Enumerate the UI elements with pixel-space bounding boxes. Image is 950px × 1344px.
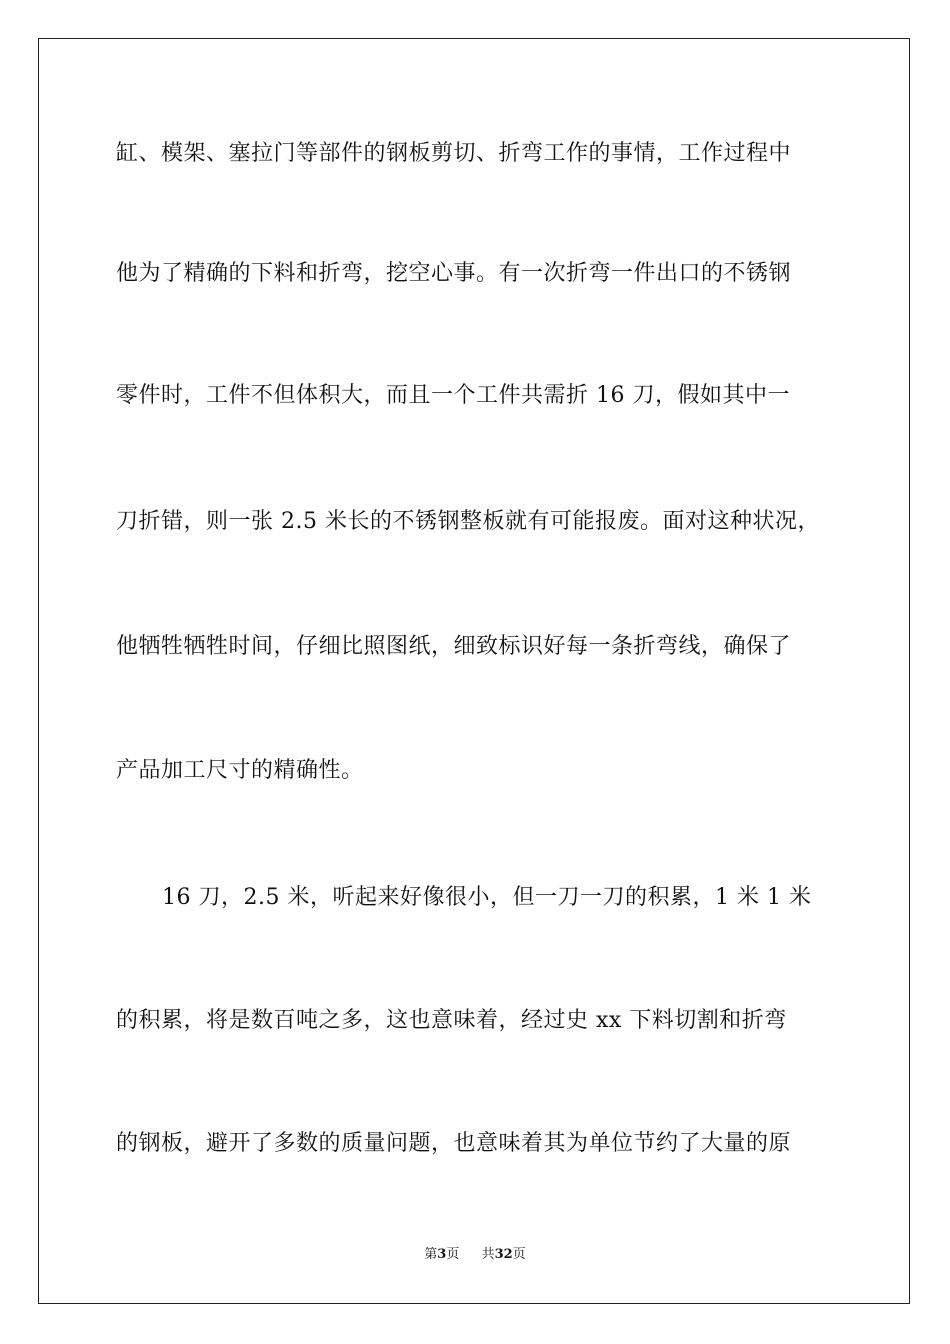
text-line-4: 刀折错，则一张 2.5 米长的不锈钢整板就有可能报废。面对这种状况， xyxy=(116,509,820,534)
total-suffix: 页 xyxy=(512,1247,526,1262)
page-border xyxy=(38,38,910,1304)
text-line-9: 的钢板，避开了多数的质量问题，也意味着其为单位节约了大量的原 xyxy=(116,1131,792,1156)
text-line-8: 的积累，将是数百吨之多，这也意味着，经过史 xx 下料切割和折弯 xyxy=(116,1008,787,1033)
total-pages: 32 xyxy=(494,1247,513,1262)
text-line-6: 产品加工尺寸的精确性。 xyxy=(116,758,364,783)
text-line-7: 16 刀，2.5 米，听起来好像很小，但一刀一刀的积累，1 米 1 米 xyxy=(162,885,812,910)
text-line-3: 零件时，工件不但体积大，而且一个工件共需折 16 刀，假如其中一 xyxy=(116,383,790,408)
text-line-1: 缸、模架、塞拉门等部件的钢板剪切、折弯工作的事情，工作过程中 xyxy=(116,141,792,166)
text-line-5: 他牺牲牺牲时间，仔细比照图纸，细致标识好每一条折弯线，确保了 xyxy=(116,634,792,659)
text-line-2: 他为了精确的下料和折弯，挖空心事。有一次折弯一件出口的不锈钢 xyxy=(116,261,792,286)
page-prefix: 第 xyxy=(424,1247,438,1262)
page-suffix: 页 xyxy=(446,1247,460,1262)
total-prefix: 共 xyxy=(481,1247,495,1262)
page-number: 3 xyxy=(437,1247,447,1262)
page-footer xyxy=(0,1246,950,1264)
